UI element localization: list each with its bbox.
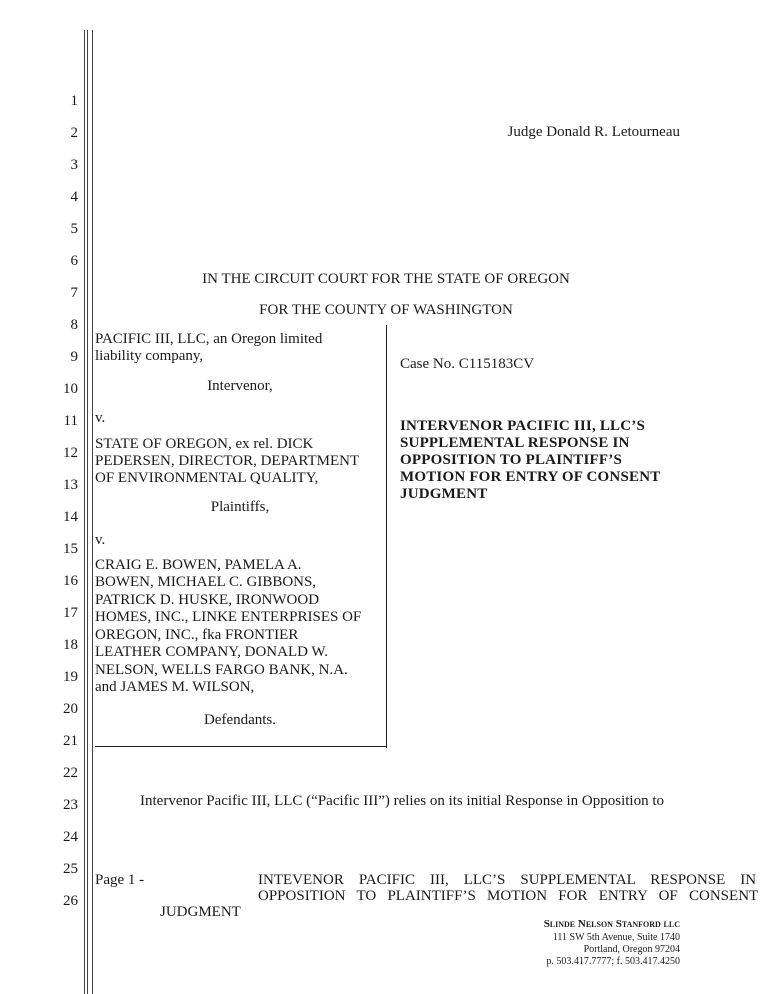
- footer-title-last: JUDGMENT: [160, 904, 241, 920]
- firm-city: Portland, Oregon 97204: [583, 944, 680, 955]
- title-line: MOTION FOR ENTRY OF CONSENT: [400, 469, 661, 485]
- party-line: PEDERSEN, DIRECTOR, DEPARTMENT: [95, 453, 360, 469]
- party-line: and JAMES M. WILSON,: [95, 679, 255, 695]
- versus: v.: [95, 410, 106, 426]
- line-number: 11: [63, 413, 78, 429]
- party-line: BOWEN, MICHAEL C. GIBBONS,: [95, 574, 317, 590]
- caption-divider: [386, 325, 387, 748]
- line-number: 1: [70, 93, 78, 109]
- line-number: 3: [70, 157, 78, 173]
- party-line: PACIFIC III, LLC, an Oregon limited: [95, 331, 323, 347]
- line-number: 21: [63, 733, 78, 749]
- versus: v.: [95, 532, 106, 548]
- line-number: 20: [63, 701, 78, 717]
- title-line: JUDGMENT: [400, 486, 488, 502]
- footer-title-line: INTEVENOR PACIFIC III, LLC’S SUPPLEMENTAL RESPONSE IN: [258, 872, 757, 888]
- line-number: 19: [63, 669, 78, 685]
- line-number: 22: [63, 765, 78, 781]
- line-number: 7: [70, 285, 78, 301]
- line-number: 16: [63, 573, 78, 589]
- line-number: 18: [63, 637, 78, 653]
- title-line: SUPPLEMENTAL RESPONSE IN: [400, 435, 630, 451]
- judge-name: Judge Donald R. Letourneau: [507, 124, 680, 140]
- line-number: 10: [63, 381, 78, 397]
- county-heading: FOR THE COUNTY OF WASHINGTON: [259, 302, 513, 318]
- firm-address: 111 SW 5th Avenue, Suite 1740: [552, 932, 680, 943]
- party-line: OF ENVIRONMENTAL QUALITY,: [95, 470, 319, 486]
- line-number: 25: [63, 861, 78, 877]
- party-role: Intervenor,: [207, 378, 273, 394]
- line-number: 13: [63, 477, 78, 493]
- party-line: LEATHER COMPANY, DONALD W.: [95, 644, 328, 660]
- party-line: STATE OF OREGON, ex rel. DICK: [95, 436, 314, 452]
- title-line: INTERVENOR PACIFIC III, LLC’S: [400, 418, 646, 434]
- line-number: 15: [63, 541, 78, 557]
- party-role: Defendants.: [203, 712, 277, 728]
- body-paragraph: Intervenor Pacific III, LLC (“Pacific III”) relies on its initial Response in Opposition to: [140, 793, 665, 809]
- party-line: HOMES, INC., LINKE ENTERPRISES OF: [95, 609, 362, 625]
- title-line: OPPOSITION TO PLAINTIFF’S: [400, 452, 622, 468]
- margin-rule-text: [92, 30, 93, 994]
- line-number: 9: [70, 349, 78, 365]
- line-number: 5: [70, 221, 78, 237]
- line-number: 26: [63, 893, 78, 909]
- footer-title-line: OPPOSITION TO PLAINTIFF’S MOTION FOR ENTRY OF CONSENT: [258, 888, 759, 904]
- line-number: 23: [63, 797, 78, 813]
- margin-rule-inner: [87, 30, 88, 994]
- party-line: PATRICK D. HUSKE, IRONWOOD: [95, 592, 320, 608]
- margin-rule-outer: [84, 30, 85, 994]
- party-line: NELSON, WELLS FARGO BANK, N.A.: [95, 662, 348, 678]
- party-line: liability company,: [95, 348, 204, 364]
- line-number: 2: [70, 125, 78, 141]
- footer-title: [258, 872, 759, 904]
- line-number: 4: [70, 189, 78, 205]
- party-line: OREGON, INC., fka FRONTIER: [95, 627, 299, 643]
- firm-phone: p. 503.417.7777; f. 503.417.4250: [546, 956, 680, 967]
- caption-underline: [95, 746, 387, 747]
- line-number: 14: [63, 509, 78, 525]
- line-number: 8: [70, 317, 78, 333]
- court-heading: IN THE CIRCUIT COURT FOR THE STATE OF OREGON: [202, 271, 570, 287]
- line-number: 17: [63, 605, 78, 621]
- firm-name: Slinde Nelson Stanford llc: [543, 918, 680, 930]
- party-role: Plaintiffs,: [210, 499, 270, 515]
- case-number: Case No. C115183CV: [400, 356, 535, 372]
- line-number: 24: [63, 829, 78, 845]
- party-line: CRAIG E. BOWEN, PAMELA A.: [95, 557, 302, 573]
- line-number: 12: [63, 445, 78, 461]
- page-label: Page 1 -: [95, 872, 145, 888]
- line-number: 6: [70, 253, 78, 269]
